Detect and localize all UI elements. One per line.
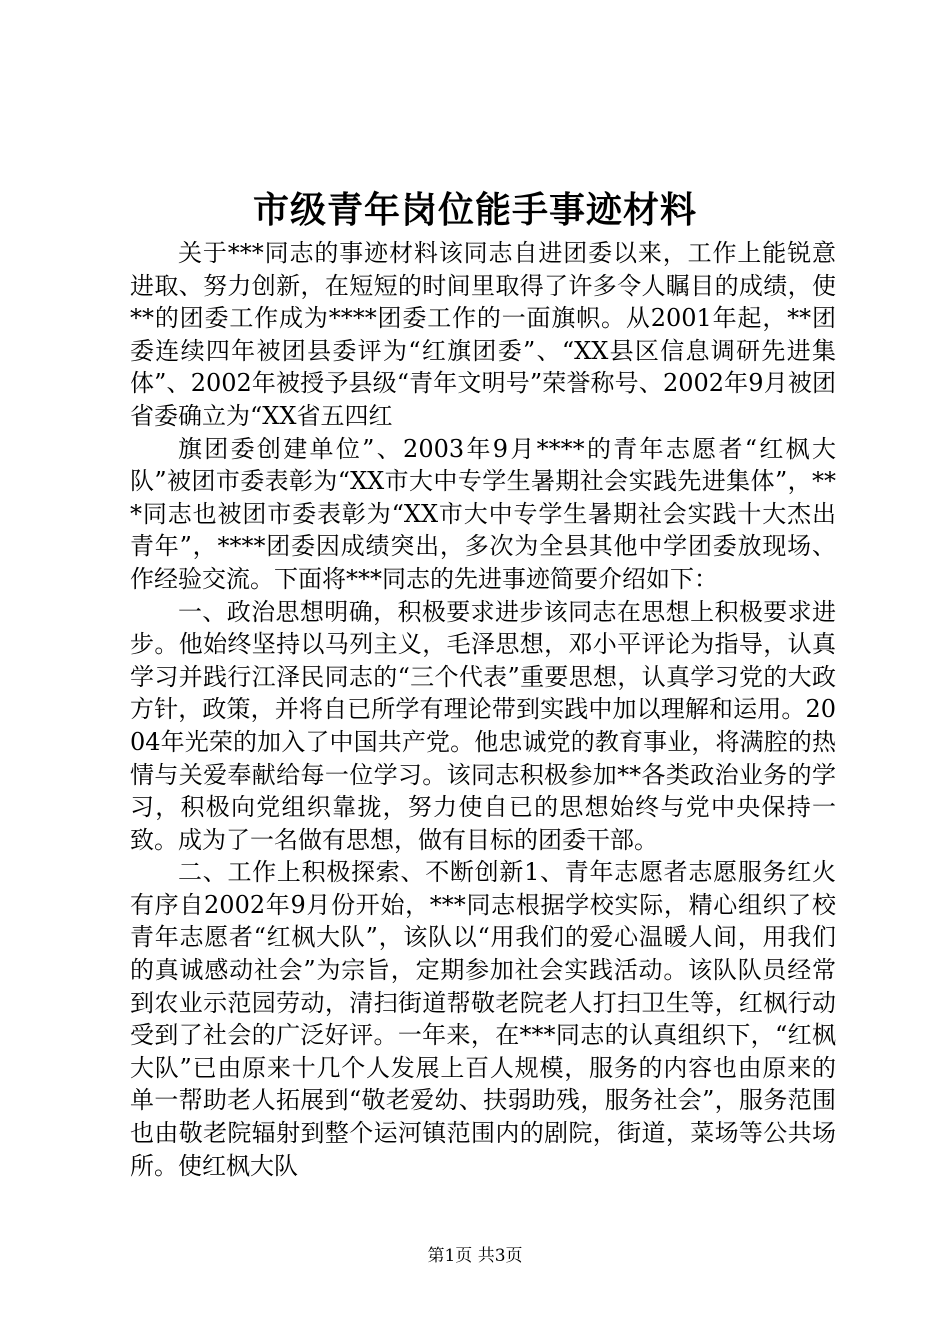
- document-body: [130, 237, 836, 1182]
- page-number-footer: 第1页 共3页: [427, 1246, 523, 1266]
- paragraph-work: 二、工作上积极探索、不断创新1、青年志愿者志愿服务红火有序自2002年9月份开始，***同志根据学校实际，精心组织了校青年志愿者“红枫大队”，该队以“用我们的爱心温暖人间，用我们的真诚感动社会”为宗旨，定期参加社会实践活动。该队队员经常到农业示范园劳动，清扫街道帮敬老院老人打扫卫生等，红枫行动受到了社会的广泛好评。一年来，在***同志的认真组织下，“红枫大队”已由原来十几个人发展上百人规模，服务的内容也由原来的单一帮助老人拓展到“敬老爱幼、扶弱助残，服务社会”，服务范围也由敬老院辐射到整个运河镇范围内的剧院，街道，菜场等公共场所。使红枫大队: [130, 858, 836, 1180]
- paragraph-honors: 旗团委创建单位”、2003年9月****的青年志愿者“红枫大队”被团市委表彰为“XX市大中专学生暑期社会实践先进集体”，***同志也被团市委表彰为“XX市大中专学生暑期社会实践十大杰出青年”，****团委因成绩突出，多次为全县其他中学团委放现场、作经验交流。下面将***同志的先进事迹简要介绍如下：: [130, 434, 836, 593]
- paragraph-political: 一、政治思想明确，积极要求进步该同志在思想上积极要求进步。他始终坚持以马列主义，毛泽思想，邓小平评论为指导，认真学习并践行江泽民同志的“三个代表”重要思想，认真学习党的大政方针，政策，并将自已所学有理论带到实践中加以理解和运用。2004年光荣的加入了中国共产党。他忠诚党的教育事业，将满腔的热情与关爱奉献给每一位学习。该同志积极参加**各类政治业务的学习，积极向党组织靠拢，努力使自已的思想始终与党中央保持一致。成为了一名做有思想，做有目标的团委干部。: [130, 597, 836, 854]
- document-title: 市级青年岗位能手事迹材料: [252, 189, 697, 231]
- paragraph-intro: 关于***同志的事迹材料该同志自进团委以来，工作上能锐意进取、努力创新，在短短的时间里取得了许多令人瞩目的成绩，使**的团委工作成为****团委工作的一面旗帜。从2001年起，**团委连续四年被团县委评为“红旗团委”、“XX县区信息调研先进集体”、2002年被授予县级“青年文明号”荣誉称号、2002年9月被团省委确立为“XX省五四红: [130, 239, 836, 430]
